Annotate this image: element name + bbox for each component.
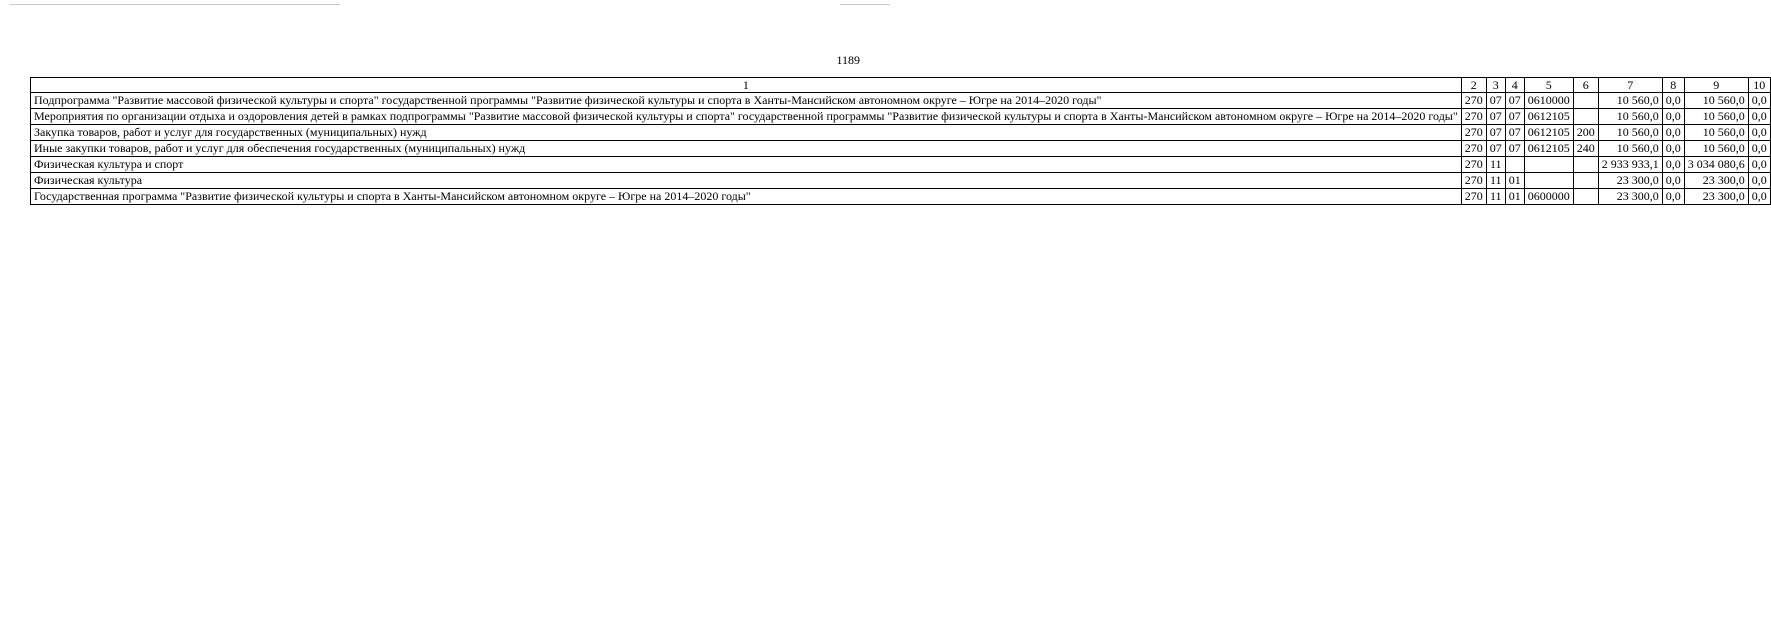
table-row bbox=[31, 93, 1771, 109]
target-article-cell: 0612105 bbox=[1524, 125, 1573, 141]
scan-artifact bbox=[10, 4, 340, 5]
amount-col8-cell: 0,0 bbox=[1662, 109, 1684, 125]
expense-type-cell bbox=[1573, 189, 1598, 205]
subsection-cell: 01 bbox=[1505, 189, 1524, 205]
expense-type-cell bbox=[1573, 173, 1598, 189]
amount-col10-cell: 0,0 bbox=[1748, 189, 1770, 205]
subsection-cell: 07 bbox=[1505, 93, 1524, 109]
page-number: 1189 bbox=[836, 53, 860, 67]
table-row bbox=[31, 157, 1771, 173]
admin-code-cell: 270 bbox=[1461, 189, 1486, 205]
target-article-cell: 0610000 bbox=[1524, 93, 1573, 109]
header-col-8: 8 bbox=[1662, 78, 1684, 93]
amount-col8-cell: 0,0 bbox=[1662, 173, 1684, 189]
section-cell: 07 bbox=[1486, 109, 1505, 125]
expense-type-cell: 240 bbox=[1573, 141, 1598, 157]
subsection-cell: 07 bbox=[1505, 125, 1524, 141]
target-article-cell: 0612105 bbox=[1524, 109, 1573, 125]
table-row bbox=[31, 141, 1771, 157]
amount-col10-cell: 0,0 bbox=[1748, 157, 1770, 173]
section-cell: 11 bbox=[1486, 189, 1505, 205]
section-cell: 07 bbox=[1486, 125, 1505, 141]
subsection-cell: 01 bbox=[1505, 173, 1524, 189]
row-name-cell: Физическая культура bbox=[31, 173, 1462, 189]
amount-col9-cell: 10 560,0 bbox=[1684, 125, 1748, 141]
subsection-cell: 07 bbox=[1505, 109, 1524, 125]
amount-col9-cell: 10 560,0 bbox=[1684, 141, 1748, 157]
section-cell: 11 bbox=[1486, 173, 1505, 189]
table-row bbox=[31, 189, 1771, 205]
amount-col10-cell: 0,0 bbox=[1748, 109, 1770, 125]
admin-code-cell: 270 bbox=[1461, 173, 1486, 189]
header-col-7: 7 bbox=[1598, 78, 1662, 93]
target-article-cell bbox=[1524, 173, 1573, 189]
section-cell: 07 bbox=[1486, 141, 1505, 157]
amount-col8-cell: 0,0 bbox=[1662, 125, 1684, 141]
amount-col9-cell: 23 300,0 bbox=[1684, 173, 1748, 189]
amount-col10-cell: 0,0 bbox=[1748, 141, 1770, 157]
header-col-3: 3 bbox=[1486, 78, 1505, 93]
header-col-1: 1 bbox=[31, 78, 1462, 93]
row-name-cell: Закупка товаров, работ и услуг для государственных (муниципальных) нужд bbox=[31, 125, 1462, 141]
target-article-cell: 0612105 bbox=[1524, 141, 1573, 157]
admin-code-cell: 270 bbox=[1461, 157, 1486, 173]
amount-col7-cell: 10 560,0 bbox=[1598, 125, 1662, 141]
amount-col8-cell: 0,0 bbox=[1662, 93, 1684, 109]
header-col-4: 4 bbox=[1505, 78, 1524, 93]
header-col-10: 10 bbox=[1748, 78, 1770, 93]
admin-code-cell: 270 bbox=[1461, 93, 1486, 109]
subsection-cell bbox=[1505, 157, 1524, 173]
expense-type-cell: 200 bbox=[1573, 125, 1598, 141]
row-name-cell: Подпрограмма "Развитие массовой физической культуры и спорта" государственной программы "Развитие физической культуры и спорта в Ханты-Мансийском автономном округе – Югре на 2014–2020 годы" bbox=[31, 93, 1462, 109]
header-col-9: 9 bbox=[1684, 78, 1748, 93]
amount-col7-cell: 10 560,0 bbox=[1598, 109, 1662, 125]
table-row bbox=[31, 173, 1771, 189]
section-cell: 11 bbox=[1486, 157, 1505, 173]
amount-col9-cell: 23 300,0 bbox=[1684, 189, 1748, 205]
amount-col8-cell: 0,0 bbox=[1662, 189, 1684, 205]
header-col-6: 6 bbox=[1573, 78, 1598, 93]
amount-col8-cell: 0,0 bbox=[1662, 141, 1684, 157]
amount-col10-cell: 0,0 bbox=[1748, 173, 1770, 189]
section-cell: 07 bbox=[1486, 93, 1505, 109]
amount-col7-cell: 23 300,0 bbox=[1598, 173, 1662, 189]
amount-col9-cell: 10 560,0 bbox=[1684, 93, 1748, 109]
budget-table bbox=[30, 77, 1771, 205]
table-row bbox=[31, 125, 1771, 141]
amount-col9-cell: 10 560,0 bbox=[1684, 109, 1748, 125]
row-name-cell: Государственная программа "Развитие физической культуры и спорта в Ханты-Мансийском автономном округе – Югре на 2014–2020 годы" bbox=[31, 189, 1462, 205]
admin-code-cell: 270 bbox=[1461, 141, 1486, 157]
amount-col9-cell: 3 034 080,6 bbox=[1684, 157, 1748, 173]
amount-col7-cell: 10 560,0 bbox=[1598, 141, 1662, 157]
expense-type-cell bbox=[1573, 157, 1598, 173]
target-article-cell: 0600000 bbox=[1524, 189, 1573, 205]
amount-col10-cell: 0,0 bbox=[1748, 93, 1770, 109]
amount-col10-cell: 0,0 bbox=[1748, 125, 1770, 141]
admin-code-cell: 270 bbox=[1461, 109, 1486, 125]
scan-artifact bbox=[840, 4, 890, 5]
expense-type-cell bbox=[1573, 109, 1598, 125]
row-name-cell: Физическая культура и спорт bbox=[31, 157, 1462, 173]
header-col-5: 5 bbox=[1524, 78, 1573, 93]
table-row bbox=[31, 109, 1771, 125]
amount-col8-cell: 0,0 bbox=[1662, 157, 1684, 173]
row-name-cell: Иные закупки товаров, работ и услуг для обеспечения государственных (муниципальных) нужд bbox=[31, 141, 1462, 157]
amount-col7-cell: 23 300,0 bbox=[1598, 189, 1662, 205]
header-col-2: 2 bbox=[1461, 78, 1486, 93]
row-name-cell: Мероприятия по организации отдыха и оздоровления детей в рамках подпрограммы "Развитие массовой физической культуры и спорта" государственной программы "Развитие физической культуры и спорта в Ханты-Мансийском автономном округе – Югре на 2014–2020 годы" bbox=[31, 109, 1462, 125]
header-row bbox=[31, 78, 1771, 93]
target-article-cell bbox=[1524, 157, 1573, 173]
amount-col7-cell: 10 560,0 bbox=[1598, 93, 1662, 109]
subsection-cell: 07 bbox=[1505, 141, 1524, 157]
amount-col7-cell: 2 933 933,1 bbox=[1598, 157, 1662, 173]
expense-type-cell bbox=[1573, 93, 1598, 109]
admin-code-cell: 270 bbox=[1461, 125, 1486, 141]
